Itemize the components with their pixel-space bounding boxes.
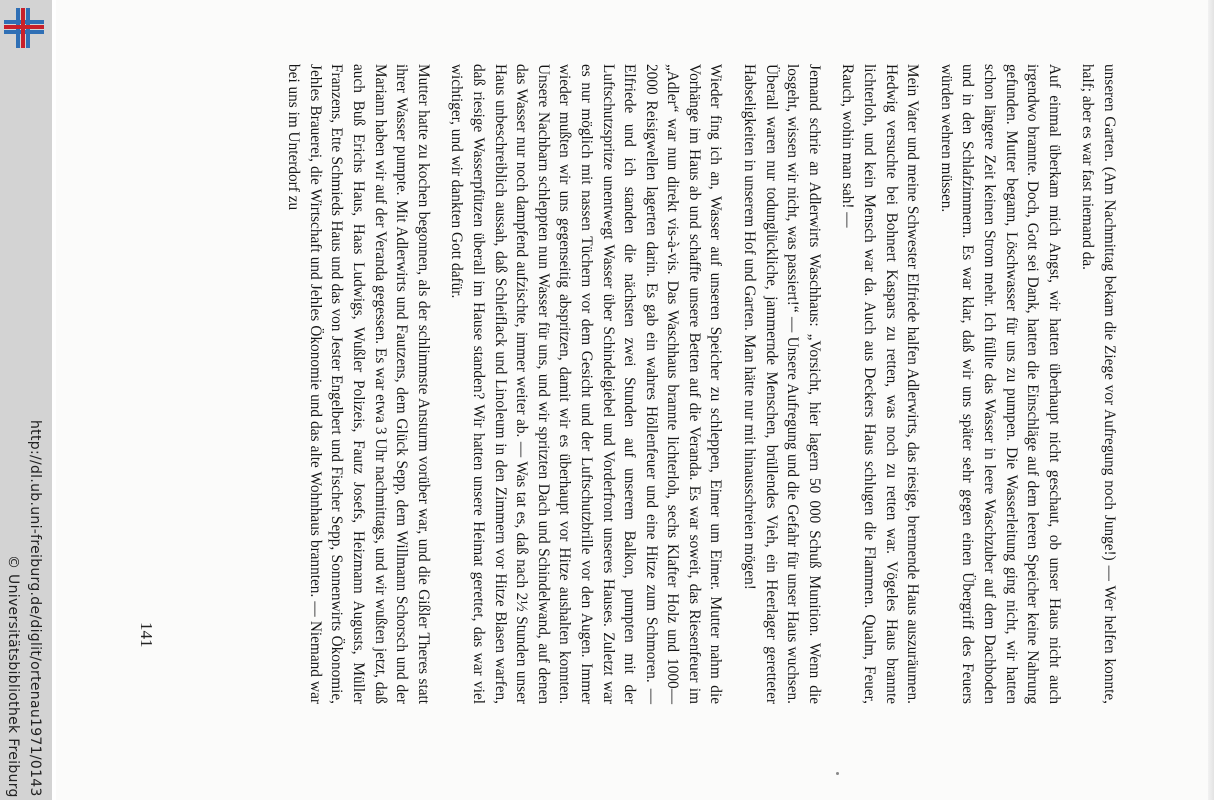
page-number: 141 xyxy=(137,622,156,648)
scan-speck xyxy=(836,772,839,775)
paragraph: Auf einmal überkam mich Angst, wir hatten überhaupt nicht geschaut, ob unser Haus nicht auch irgendwo brannte. Doch, Gott sei Dank, hatten die Einschläge auf dem leeren Speicher keine Nahrung gefunden. Mutter begann, Löschwasser für uns zu pumpen. Die Wasserleitung ging nicht, wir hatten schon längere Zeit keinen Strom mehr. Ich füllte das Wasser in leere Waschzuber auf dem Dachboden und in den Schlafzimmern. Es war klar, daß wir uns später sehr gegen einen Übergriff des Feuers würden wehren müssen. xyxy=(937,64,1063,704)
paragraph: unseren Garten. (Am Nachmittag bekam die Ziege vor Aufregung noch Junge!) — Wer helfen konnte, half; aber es war fast niemand da. xyxy=(1079,64,1118,704)
ub-freiburg-logo-icon xyxy=(2,6,46,50)
sidebar-strip xyxy=(0,0,52,800)
paragraph: Mein Vater und meine Schwester Elfriede halfen Adlerwirts, das riesige, brennende Haus auszuräumen. Hedwig versuchte bei Bohnert Kaspars zu retten, was noch zu retten war. Vögeles Haus brannte lichterloh, und kein Mensch war da. Auch aus Deckers Haus schlugen die Flammen. Qualm, Feuer, Rauch, wohin man sah! — xyxy=(839,64,922,704)
body-text xyxy=(271,64,1120,704)
paragraph: Wieder fing ich an, Wasser auf unseren Speicher zu schleppen, Eimer um Eimer. Mutter nahm die Vorhänge im Haus ab und schaffte unsere Betten auf die Veranda. Es war soweit, das Riesenfeuer im „Adler“ war nun direkt vis-à-vis. Das Waschhaus brannte lichterloh, sechs Klafter Holz und 1000—2000 Reisigwellen lagerten darin. Es gab ein wahres Höllenfeuer und eine Hitze zum Schmoren. — Elfriede und ich standen die nächsten zwei Stunden auf unserem Balkon, pumpten mit der Luftschutzspritze unentwegt Wasser über Schindelgiebel und Vorderfront unseres Hauses. Zuletzt war es nur möglich mit nassen Tüchern vor dem Gesicht und der Luftschutzbrille vor den Augen. Immer wieder mußten wir uns gegenseitig abspritzen, damit wir es überhaupt vor Hitze aushalten konnten. Unsere Nachbarn schleppten nun Wasser für uns, und wir spritzten Dach und Schindelwand, auf denen das Wasser nur noch dampfend aufzischte, immer weiter ab. — Was tat es, daß nach 2½ Stunden unser Haus unbeschreiblich aussah, daß Schleiflack und Linoleum in den Zimmern vor Hitze Blasen warfen, daß riesige Wasserpfützen überall im Hause standen? Wir hatten unsere Heimat gerettet, das war viel wichtiger, und wir dankten Gott dafür. xyxy=(448,64,725,704)
copyright-notice: © Universitätsbibliothek Freiburg xyxy=(5,555,21,798)
paragraph: Mutter hatte zu kochen begonnen, als der schlimmste Ansturm vorüber war, und die Gißler Theres statt ihrer Wasser pumpte. Mit Adlerwirts und Fautzens, dem Glück Sepp, dem Willmann Schorsch und der Mariann haben wir auf der Veranda gegessen. Es war etwa 3 Uhr nachmittags, und wir wußten jetzt, daß auch Buß Erichs Haus, Haas Ludwigs, Wußler Polizeis, Fautz Josefs, Heizmann Augusts, Müller Franzens, Ette Schmieds Haus und das von Jester Engelbert und Fischer Sepp, Sonnenwirts Ökonomie, Jehles Brauerei, die Wirtschaft und Jehles Ökonomie und das alte Wohnhaus brannten. — Niemand war bei uns im Unterdorf zu xyxy=(285,64,432,704)
source-url[interactable]: http://dl.ub.uni-freiburg.de/diglit/ortenau1971/0143 xyxy=(27,420,43,797)
paragraph: Jemand schrie an Adlerwirts Waschhaus: „Vorsicht, hier lagern 50 000 Schuß Munition. Wenn die losgeht, wissen wir nicht, was passiert!“ — Unsere Aufregung und die Gefahr für unser Haus wuchsen. Überall waren nur todunglückliche, jammernde Menschen, brüllendes Vieh, ein Heerlager geretteter Habseligkeiten in unserem Hof und Garten. Man hätte nur mit hinausschreien mögen! xyxy=(741,64,823,704)
page-edge xyxy=(1208,0,1214,800)
